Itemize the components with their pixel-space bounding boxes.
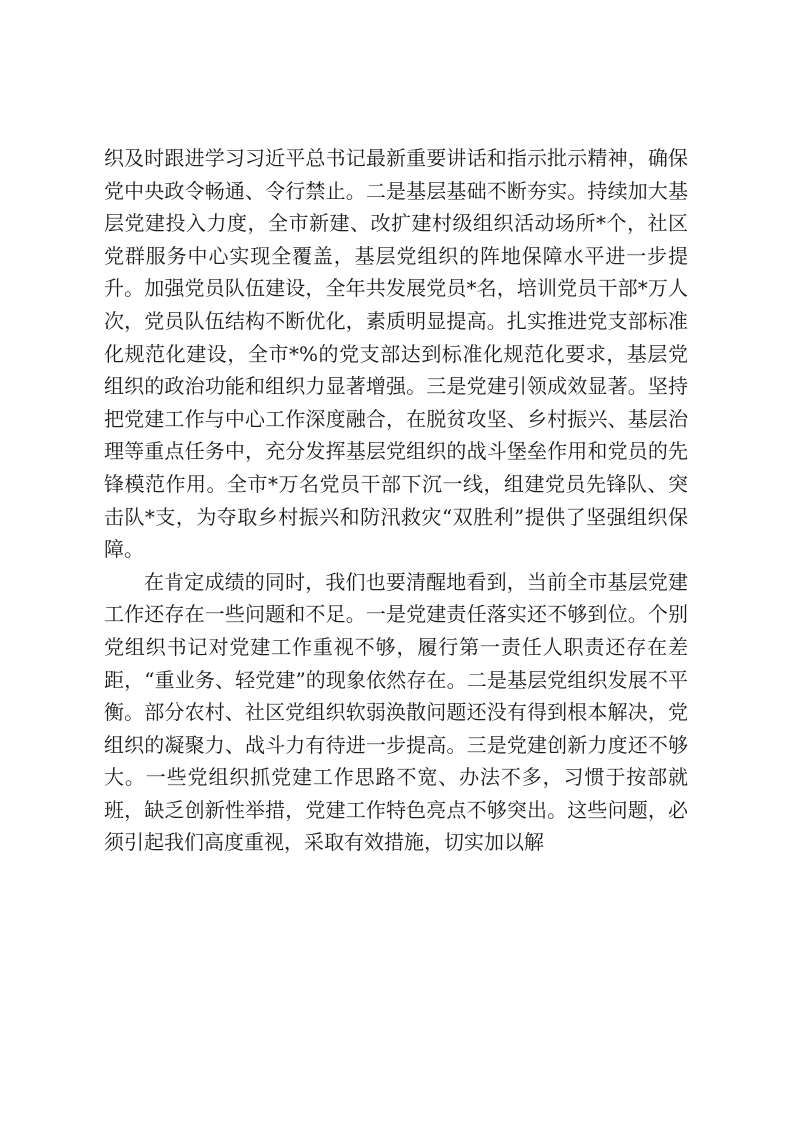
paragraph-problems: 在肯定成绩的同时，我们也要清醒地看到，当前全市基层党建工作还存在一些问题和不足。一是党建责任落实还不够到位。个别党组织书记对党建工作重视不够，履行第一责任人职责还存在差距，“重业务、轻党建”的现象依然存在。二是基层党组织发展不平衡。部分农村、社区党组织软弱涣散问题还没有得到根本解决，党组织的凝聚力、战斗力有待进一步提高。三是党建创新力度还不够大。一些党组织抓党建工作思路不宽、办法不多，习惯于按部就班，缺乏创新性举措，党建工作特色亮点不够突出。这些问题，必须引起我们高度重视，采取有效措施，切实加以解 <box>104 569 688 855</box>
paragraph-continued: 织及时跟进学习习近平总书记最新重要讲话和指示批示精神，确保党中央政令畅通、令行禁止。二是基层基础不断夯实。持续加大基层党建投入力度，全市新建、改扩建村级组织活动场所*个，社区党群服务中心实现全覆盖，基层党组织的阵地保障水平进一步提升。加强党员队伍建设，全年共发展党员*名，培训党员干部*万人次，党员队伍结构不断优化，素质明显提高。扎实推进党支部标准化规范化建设，全市*%的党支部达到标准化规范化要求，基层党组织的政治功能和组织力显著增强。三是党建引领成效显著。坚持把党建工作与中心工作深度融合，在脱贫攻坚、乡村振兴、基层治理等重点任务中，充分发挥基层党组织的战斗堡垒作用和党员的先锋模范作用。全市*万名党员干部下沉一线，组建党员先锋队、突击队*支，为夺取乡村振兴和防汛救灾“双胜利”提供了坚强组织保障。 <box>104 146 688 562</box>
document-page <box>104 142 688 859</box>
